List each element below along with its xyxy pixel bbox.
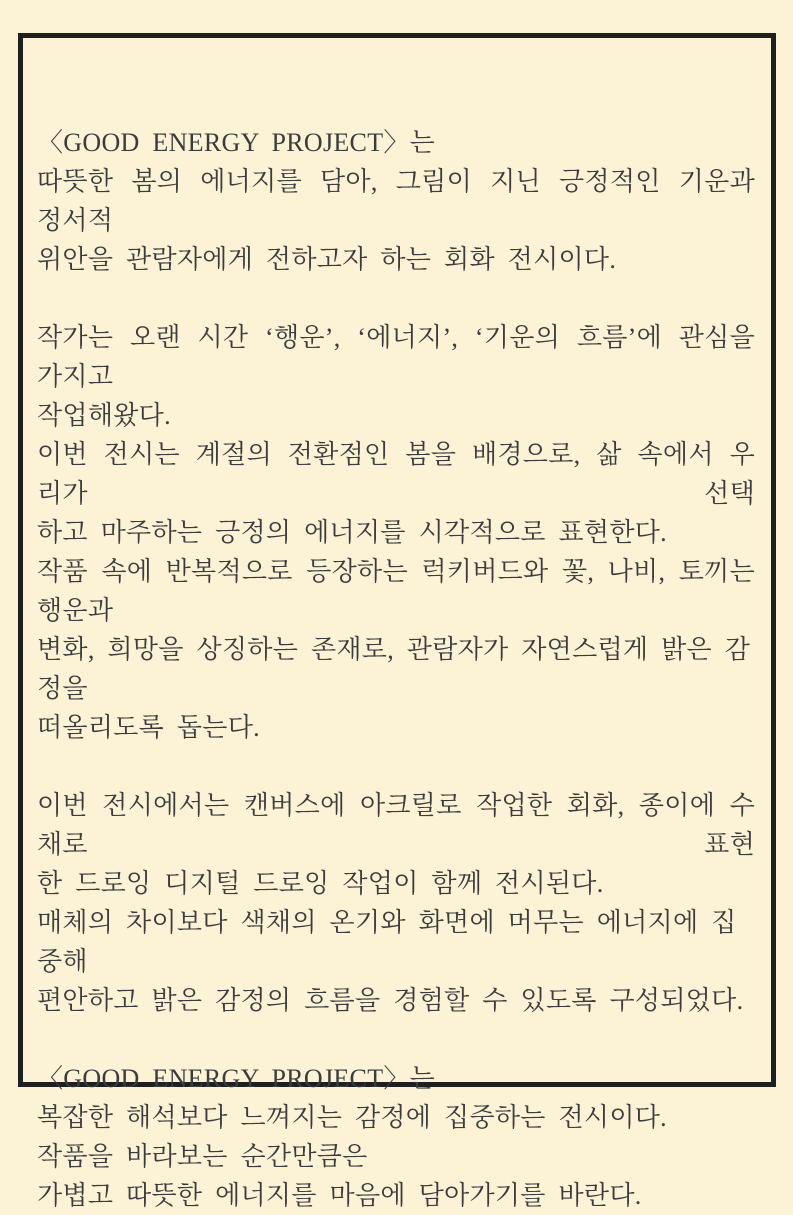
text-line: 작가는 오랜 시간 ‘행운’, ‘에너지’, ‘기운의 흐름’에 관심을 가지고 [37,323,768,391]
paragraph [37,1059,755,1215]
text-line: 따뜻한 봄의 에너지를 담아, 그림이 지닌 긍정적인 기운과 정서적 [37,167,768,235]
document-content [23,38,771,1215]
text-line: 가볍고 따뜻한 에너지를 마음에 담아가기를 바란다. [37,1181,642,1210]
text-line: 이번 전시에서는 캔버스에 아크릴로 작업한 회화, 종이에 수채로 표현 [37,791,755,859]
text-line: 변화, 희망을 상징하는 존재로, 관람자가 자연스럽게 밝은 감정을 [37,635,751,703]
text-line: 편안하고 밝은 감정의 흐름을 경험할 수 있도록 구성되었다. [37,986,744,1015]
paragraph [37,786,755,1020]
text-line: 작업해왔다. [37,401,171,430]
text-line: 이번 전시는 계절의 전환점인 봄을 배경으로, 삶 속에서 우리가 선택 [37,440,755,508]
paragraph [37,318,768,747]
text-line: 떠올리도록 돕는다. [37,713,260,742]
paragraph [37,123,768,279]
text-line: 〈GOOD ENERGY PROJECT〉는 [37,1064,436,1093]
text-line: 〈GOOD ENERGY PROJECT〉는 [37,128,436,157]
text-line: 위안을 관람자에게 전하고자 하는 회화 전시이다. [37,245,617,274]
document-frame [18,33,776,1210]
text-line: 매체의 차이보다 색채의 온기와 화면에 머무는 에너지에 집중해 [37,908,737,976]
text-line: 한 드로잉 디지털 드로잉 작업이 함께 전시된다. [37,869,604,898]
text-line: 작품 속에 반복적으로 등장하는 럭키버드와 꽃, 나비, 토끼는 행운과 [37,557,768,625]
text-line: 하고 마주하는 긍정의 에너지를 시각적으로 표현한다. [37,518,667,547]
text-line: 복잡한 해석보다 느껴지는 감정에 집중하는 전시이다. [37,1103,667,1132]
text-line: 작품을 바라보는 순간만큼은 [37,1142,368,1171]
